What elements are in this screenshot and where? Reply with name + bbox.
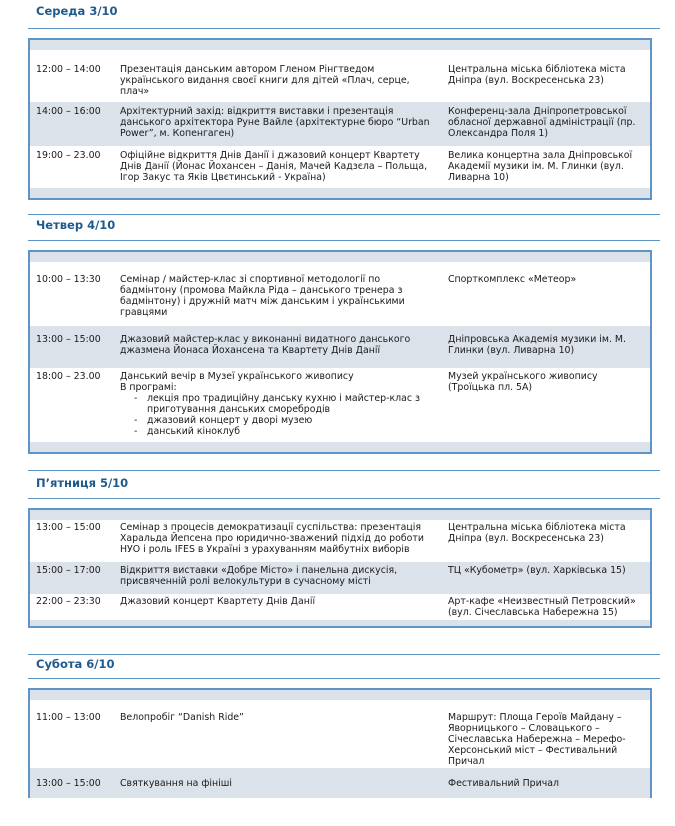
event-time: 12:00 – 14:00 xyxy=(36,64,101,75)
event-description: Джазовий майстер-клас у виконанні видатного данського джазмена Йонаса Йохансена та Квартету Днів Данії xyxy=(120,334,411,356)
event-location: Фестивальний Причал xyxy=(448,778,559,789)
event-time: 11:00 – 13:00 xyxy=(36,712,101,723)
schedule-table xyxy=(28,688,652,798)
day-title: Середа 3/10 xyxy=(36,4,118,18)
day-section-thursday xyxy=(0,214,675,437)
table-row xyxy=(30,768,650,798)
table-row xyxy=(30,562,650,594)
divider-line xyxy=(28,28,660,29)
event-location: Музей українського живопису (Троїцька пл. 5А) xyxy=(448,371,598,393)
table-row xyxy=(30,146,650,188)
event-description: Архітектурний захід: відкриття виставки і презентація данського архітектора Руне Вайле (архітектурне бюро “Urban Power”, м. Копенгаген) xyxy=(120,106,430,139)
table-top-band xyxy=(30,250,650,262)
event-location: Конференц-зала Дніпропетровської обласної державної адміністрації (пр. Олександра Поля 1) xyxy=(448,106,636,139)
day-title: П’ятниця 5/10 xyxy=(36,476,129,490)
table-row xyxy=(30,520,650,562)
schedule-table xyxy=(28,38,652,200)
table-top-band xyxy=(30,38,650,50)
program-list xyxy=(120,393,438,437)
list-item: - лекція про традиційну данську кухню і майстер-клас з приготування данських сморебродів xyxy=(120,393,438,415)
event-location: Центральна міська бібліотека міста Дніпра (вул. Воскресенська 23) xyxy=(448,522,626,544)
event-location: Спорткомплекс «Метеор» xyxy=(448,274,577,285)
event-description: Офіційне відкриття Днів Данії і джазовий концерт Квартету Днів Данії (Йонас Йохансен – Данія, Мачей Кадзєла – Польща, Ігор Закус та Яків Цвєтинський - Україна) xyxy=(120,150,428,183)
table-row xyxy=(30,262,650,326)
event-description: Святкування на фініші xyxy=(120,778,232,789)
event-location: Велика концертна зала Дніпровської Академії музики ім. М. Глинки (вул. Ливарна 10) xyxy=(448,150,633,183)
event-time: 13:00 – 15:00 xyxy=(36,522,101,533)
divider-line xyxy=(28,678,660,679)
table-top-band xyxy=(30,688,650,700)
divider-line xyxy=(28,240,660,241)
event-time: 13:00 – 15:00 xyxy=(36,334,101,345)
day-section-wednesday xyxy=(0,0,675,183)
event-location: Маршрут: Площа Героїв Майдану – Яворницького – Словацького – Січеславська Набережна – Мерефо-Херсонський міст – Фестивальний Причал xyxy=(448,712,626,767)
schedule-table xyxy=(28,250,652,454)
event-location: Дніпровська Академія музики ім. М. Глинки (вул. Ливарна 10) xyxy=(448,334,626,356)
event-time: 18:00 – 23.00 xyxy=(36,371,101,382)
day-header xyxy=(0,0,675,30)
event-description: Семінар / майстер-клас зі спортивної методології по бадмінтону (промова Майкла Ріда – данського тренера з бадмінтону) і дружній матч між данським і українськими гравцями xyxy=(120,274,405,318)
event-description: Данський вечір в Музеї українського живопису xyxy=(120,371,354,382)
event-time: 19:00 – 23.00 xyxy=(36,150,101,161)
day-header xyxy=(0,650,675,680)
day-title: Субота 6/10 xyxy=(36,657,115,671)
event-description: Велопробіг “Danish Ride” xyxy=(120,712,244,723)
table-row xyxy=(30,50,650,102)
table-bottom-band xyxy=(30,442,650,454)
day-title: Четвер 4/10 xyxy=(36,218,116,232)
table-row xyxy=(30,368,650,442)
event-time: 22:00 – 23:30 xyxy=(36,596,101,607)
day-section-saturday xyxy=(0,650,675,789)
event-description-block xyxy=(120,371,438,437)
event-description: Відкриття виставки «Добре Місто» і панельна дискусія, присвяченній ролі велокультури в сучасному місті xyxy=(120,565,398,587)
table-bottom-band xyxy=(30,620,650,628)
event-description: Презентація данським автором Гленом Рінгтведом українського видання своєї книги для дітей «Плач, серце, плач» xyxy=(120,64,410,97)
event-time: 15:00 – 17:00 xyxy=(36,565,101,576)
event-location: ТЦ «Кубометр» (вул. Харківська 15) xyxy=(448,565,626,576)
day-section-friday xyxy=(0,470,675,618)
day-header xyxy=(0,470,675,500)
table-row xyxy=(30,102,650,146)
event-time: 14:00 – 16:00 xyxy=(36,106,101,117)
event-time: 13:00 – 15:00 xyxy=(36,778,101,789)
table-row xyxy=(30,326,650,368)
list-item: - джазовий концерт у дворі музею xyxy=(120,415,438,426)
list-item: - данський кіноклуб xyxy=(120,426,438,437)
event-description: Джазовий концерт Квартету Днів Данії xyxy=(120,596,316,607)
event-description: Семінар з процесів демократизації суспільства: презентація Харальда Йепсена про юридично-зважений підхід до роботи НУО і роль IFES в Україні з урахуванням майбутніх виборів xyxy=(120,522,424,555)
event-time: 10:00 – 13:30 xyxy=(36,274,101,285)
schedule-table xyxy=(28,508,652,628)
event-location: Центральна міська бібліотека міста Дніпра (вул. Воскресенська 23) xyxy=(448,64,626,86)
table-row xyxy=(30,700,650,768)
table-bottom-band xyxy=(30,188,650,200)
program-label: В програмі: xyxy=(120,382,177,393)
divider-line xyxy=(28,498,660,499)
table-row xyxy=(30,594,650,620)
table-top-band xyxy=(30,508,650,520)
event-location: Арт-кафе «Неизвестный Петровский» (вул. Січеславська Набережна 15) xyxy=(448,596,636,618)
